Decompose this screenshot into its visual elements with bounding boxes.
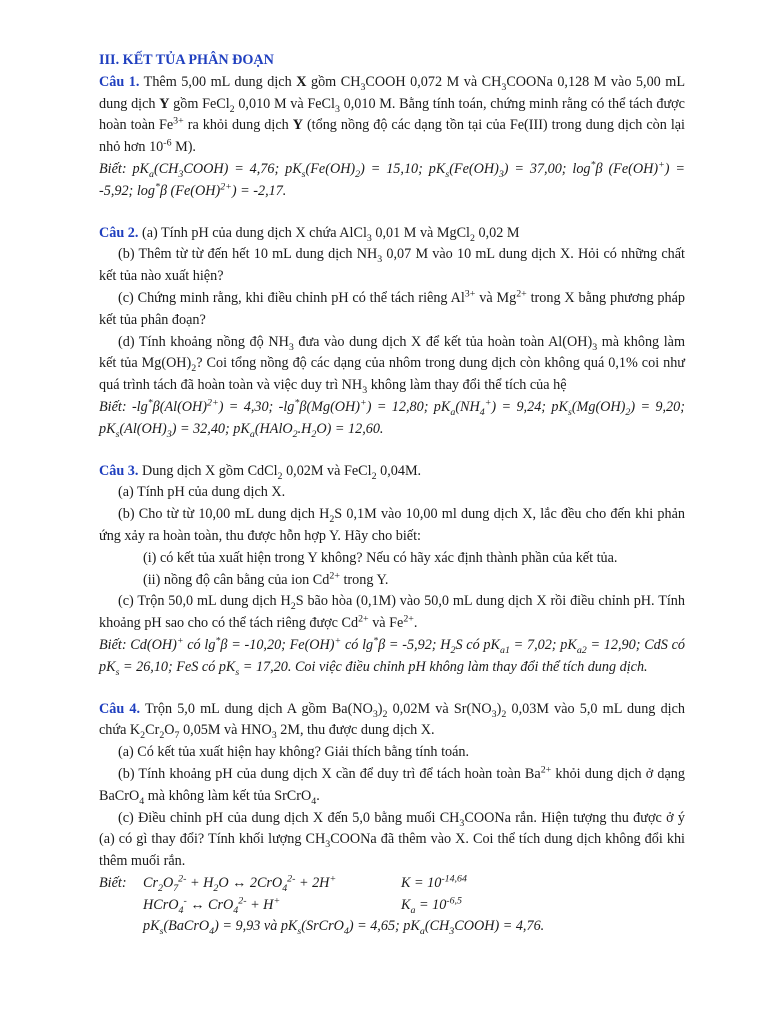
question-1-label: Câu 1. bbox=[99, 73, 140, 90]
question-3-part-a: (a) Tính pH của dung dịch X. bbox=[118, 484, 286, 501]
question-2-part-a: Câu 2. (a) Tính pH của dung dịch X chứa AlCl$_3$ 0,01 M và MgCl$_2$ 0,02 M bbox=[99, 224, 520, 244]
question-2 bbox=[99, 223, 685, 441]
given-equation-1 bbox=[99, 873, 685, 895]
question-2-given: Biết: -lg*β(Al(OH)$^{2+}$) = 4,30; -lg*β(Mg(OH)+) = 12,80; $pK_a(NH_4^+) = 9,24$; $pK_s(Mg(OH)_2) = 9,20$; $pK_s(Al(OH)_3) = 32,40$; $pK_a(HAlO_2.H_2O) = 12,60$. bbox=[99, 397, 685, 440]
question-2-part-c: (c) Chứng minh rằng, khi điều chỉnh pH có thể tách riêng $Al^{3+}$ và $Mg^{2+}$ trong X bằng phương pháp kết tủa phân đoạn? bbox=[99, 288, 685, 328]
question-3-given: Biết: Cd(OH)+ có lg*β = -10,20; Fe(OH)+ có lg*β = -5,92; $H_2S$ có $pK_{a1} = 7,02$; $pK_{a2} = 12,90$; CdS có $pK_s = 26,10$; FeS có $pK_s = 17,20$. Coi việc điều chỉnh pH không làm thay đổi thể tích dung dịch. bbox=[99, 635, 685, 678]
equation-2: HCrO$_4$- ↔ CrO$_4^{2-}$ + H+ bbox=[143, 894, 281, 916]
equation-2-constant: $K_a = 10^{-6,5}$ bbox=[401, 894, 463, 916]
question-4 bbox=[99, 699, 685, 939]
question-3-label: Câu 3. bbox=[99, 462, 139, 479]
given-label: Biết: bbox=[99, 874, 127, 891]
question-1-text: Câu 1. Thêm 5,00 mL dung dịch X gồm $CH_3COOH$ 0,072 M và $CH_3COONa$ 0,128 M vào 5,00 mL dung dịch Y gồm FeCl$_2$ 0,010 M và FeCl$_3$ 0,010 M. Bằng tính toán, chứng minh rằng có thể tách được hoàn toàn $Fe^{3+}$ ra khỏi dung dịch Y (tổng nồng độ các dạng tồn tại của Fe(III) trong dung dịch còn lại nhỏ hơn $10^{-6}$ M). bbox=[99, 73, 685, 156]
question-2-label: Câu 2. bbox=[99, 224, 139, 241]
question-3-intro: Câu 3. Dung dịch X gồm CdCl$_2$ 0,02M và FeCl$_2$ 0,04M. bbox=[99, 462, 422, 482]
equation-1-constant: $K = 10^{-14,64}$ bbox=[401, 873, 467, 891]
question-3 bbox=[99, 461, 685, 679]
question-4-intro: Câu 4. Trộn 5,0 mL dung dịch A gồm $Ba(NO_3)_2$ 0,02M và $Sr(NO_3)_2$ 0,03M vào 5,0 mL dung dịch chứa $K_2Cr_2O_7$ 0,05M và $HNO_3$ 2M, thu được dung dịch X. bbox=[99, 700, 685, 742]
question-4-label: Câu 4. bbox=[99, 700, 141, 717]
question-3-part-c: (c) Trộn 50,0 mL dung dịch $H_2S$ bão hòa (0,1M) vào 50,0 mL dung dịch X rồi điều chỉnh pH. Tính khoảng pH sao cho có thể tách riêng được $Cd^{2+}$ và $Fe^{2+}$. bbox=[99, 593, 685, 632]
question-3-part-b-i: (i) có kết tủa xuất hiện trong Y không? Nếu có hãy xác định thành phần của kết tủa. bbox=[143, 549, 618, 566]
given-equation-2 bbox=[99, 895, 685, 917]
question-2-part-b: (b) Thêm từ từ đến hết 10 mL dung dịch $NH_3$ 0,07 M vào 10 mL dung dịch X. Hỏi có những chất kết tủa nào xuất hiện? bbox=[99, 246, 685, 285]
question-3-part-b: (b) Cho từ từ 10,00 mL dung dịch $H_2S$ 0,1M vào 10,00 ml dung dịch X, lắc đều cho đến khi phản ứng xảy ra hoàn toàn, thu được hỗn hợp Y. Hãy cho biết: bbox=[99, 506, 685, 544]
given-equation-3 bbox=[99, 916, 685, 938]
question-1 bbox=[99, 72, 685, 203]
question-3-part-b-ii: (ii) nồng độ cân bằng của ion $Cd^{2+}$ trong Y. bbox=[143, 569, 389, 588]
equation-1: $Cr_2O_7^{2-} + H_2O$ ↔ 2CrO$_4^{2-}$ + 2H+ bbox=[143, 873, 337, 894]
question-2-part-d: (d) Tính khoảng nồng độ $NH_3$ đưa vào dung dịch X để kết tủa hoàn toàn $Al(OH)_3$ mà không làm kết tủa $Mg(OH)_2$? Coi tổng nồng độ các dạng của nhôm trong dung dịch còn không quá 0,1% coi như quá trình tách đã hoàn toàn và việc duy trì $NH_3$ không làm thay đổi thể tích của hệ bbox=[99, 333, 685, 396]
question-4-part-a: (a) Có kết tủa xuất hiện hay không? Giải thích bằng tính toán. bbox=[118, 744, 470, 761]
question-1-given: Biết: $pK_a(CH_3COOH) = 4,76$; $pK_s(Fe(OH)_2) = 15,10$; $pK_s(Fe(OH)_3) = 37,00$; log*β (Fe(OH)+) = -5,92; log*β (Fe(OH)$^{2+}$) = -2,17. bbox=[99, 159, 685, 199]
question-4-part-b: (b) Tính khoảng pH của dung dịch X cần để duy trì để tách hoàn toàn $Ba^{2+}$ khỏi dung dịch ở dạng BaCrO$_4$ mà không làm kết tủa SrCrO$_4$. bbox=[99, 764, 685, 807]
section-title: III. KẾT TỦA PHÂN ĐOẠN bbox=[99, 52, 274, 68]
question-4-part-c: (c) Điều chỉnh pH của dung dịch X đến 5,0 bằng muối $CH_3COONa$ rắn. Hiện tượng thu được ở ý (a) có gì thay đổi? Tính khối lượng $CH_3COONa$ đã thêm vào X. Coi thể tích dung dịch không đổi khi thêm muối rắn. bbox=[99, 809, 685, 870]
equation-3: $pK_s(BaCrO_4) = 9,93$ và $pK_s(SrCrO_4) = 4,65$; $pK_a(CH_3COOH) = 4,76$. bbox=[143, 918, 545, 938]
